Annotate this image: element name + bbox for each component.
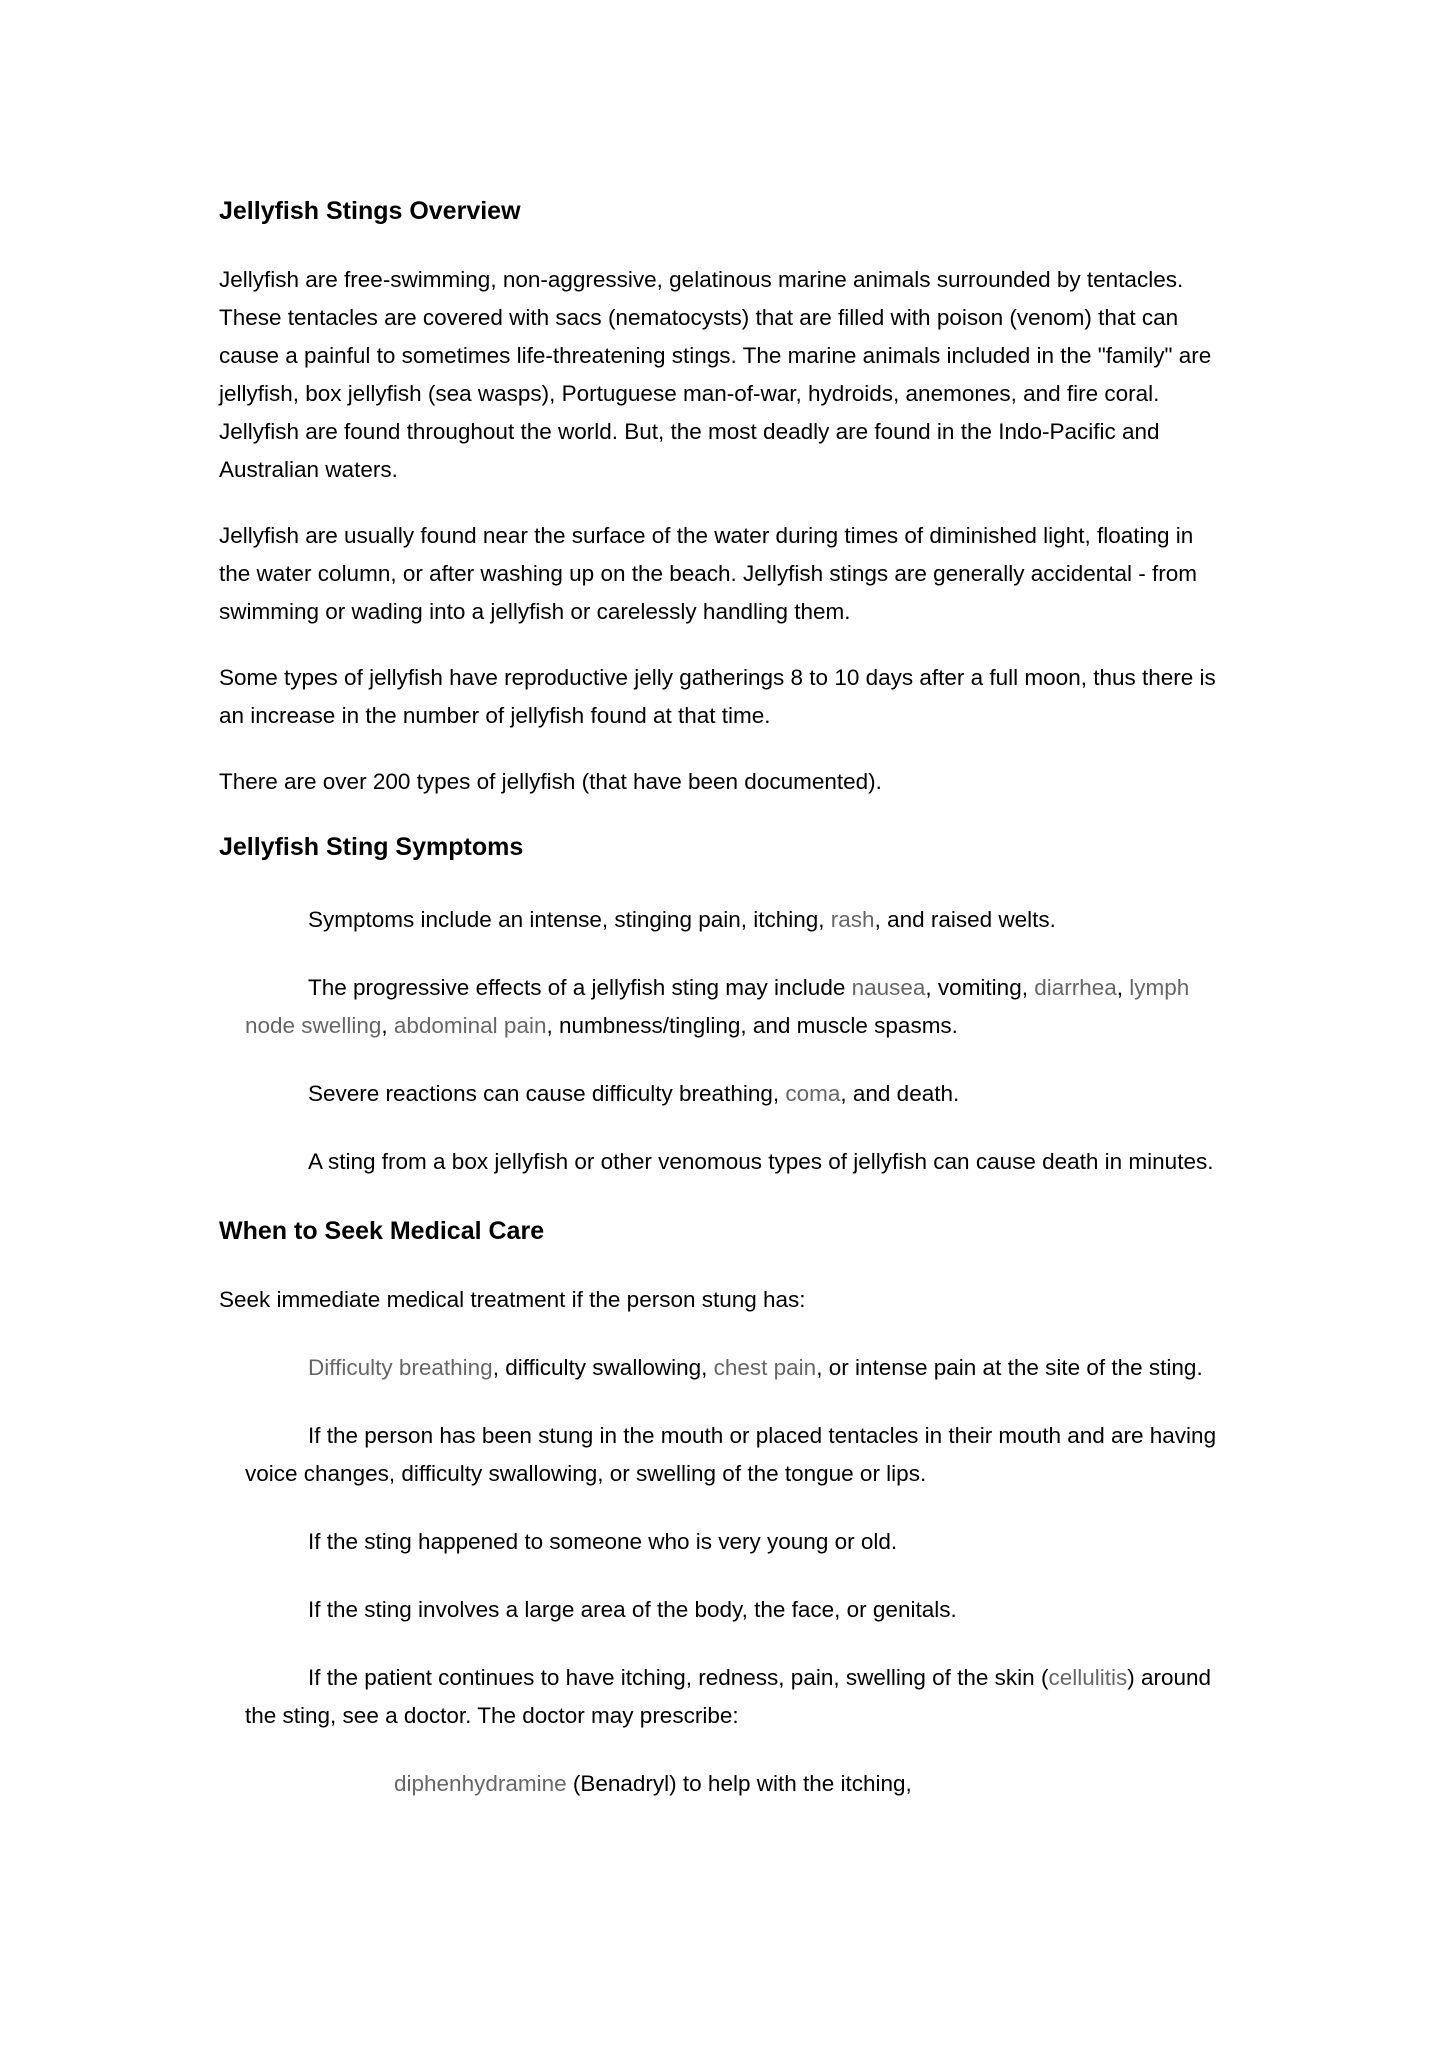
- diphenhydramine-link[interactable]: diphenhydramine: [394, 1771, 567, 1796]
- cellulitis-link[interactable]: cellulitis: [1048, 1665, 1128, 1690]
- rash-link[interactable]: rash: [830, 907, 875, 932]
- prescription-item-1: diphenhydramine (Benadryl) to help with the itching,: [394, 1771, 912, 1796]
- document-page: [219, 195, 1229, 1803]
- care-item-5: If the patient continues to have itching, redness, pain, swelling of the skin (cellulitis) around the sting, see a doctor. The doctor may prescribe:: [245, 1665, 1212, 1728]
- coma-link[interactable]: coma: [785, 1081, 841, 1106]
- care-item-1: Difficulty breathing, difficulty swallowing, chest pain, or intense pain at the site of the sting.: [308, 1355, 1203, 1380]
- chest-pain-link[interactable]: chest pain: [713, 1355, 817, 1380]
- symptom-item-4: A sting from a box jellyfish or other venomous types of jellyfish can cause death in minutes.: [308, 1149, 1214, 1174]
- medical-care-intro: Seek immediate medical treatment if the person stung has:: [219, 1287, 806, 1312]
- symptom-item-2: The progressive effects of a jellyfish sting may include nausea, vomiting, diarrhea, lymph node swelling, abdominal pain, numbness/tingling, and muscle spasms.: [245, 975, 1190, 1038]
- overview-paragraph-1: Jellyfish are free-swimming, non-aggressive, gelatinous marine animals surrounded by tentacles. These tentacles are covered with sacs (nematocysts) that are filled with poison (venom) that can cause a painful to sometimes life-threatening stings. The marine animals included in the "family" are jellyfish, box jellyfish (sea wasps), Portuguese man-of-war, hydroids, anemones, and fire coral. Jellyfish are found throughout the world. But, the most deadly are found in the Indo-Pacific and Australian waters.: [219, 267, 1212, 482]
- care-item-3: If the sting happened to someone who is very young or old.: [308, 1529, 898, 1554]
- nausea-link[interactable]: nausea: [851, 975, 926, 1000]
- overview-paragraph-2: Jellyfish are usually found near the surface of the water during times of diminished light, floating in the water column, or after washing up on the beach. Jellyfish stings are generally accidental - from swimming or wading into a jellyfish or carelessly handling them.: [219, 523, 1198, 624]
- difficulty-breathing-link[interactable]: Difficulty breathing: [308, 1355, 493, 1380]
- medical-care-heading: When to Seek Medical Care: [219, 1217, 545, 1245]
- abdominal-pain-link[interactable]: abdominal pain: [393, 1013, 547, 1038]
- overview-paragraph-4: There are over 200 types of jellyfish (that have been documented).: [219, 769, 882, 794]
- overview-paragraph-3: Some types of jellyfish have reproductive jelly gatherings 8 to 10 days after a full moon, thus there is an increase in the number of jellyfish found at that time.: [219, 665, 1216, 728]
- symptom-item-3: Severe reactions can cause difficulty breathing, coma, and death.: [308, 1081, 960, 1106]
- care-item-4: If the sting involves a large area of the body, the face, or genitals.: [308, 1597, 957, 1622]
- overview-heading: Jellyfish Stings Overview: [219, 197, 521, 225]
- care-item-2: If the person has been stung in the mouth or placed tentacles in their mouth and are having voice changes, difficulty swallowing, or swelling of the tongue or lips.: [245, 1423, 1217, 1486]
- symptoms-heading: Jellyfish Sting Symptoms: [219, 833, 524, 861]
- diarrhea-link[interactable]: diarrhea: [1034, 975, 1117, 1000]
- symptom-item-1: Symptoms include an intense, stinging pain, itching, rash, and raised welts.: [308, 907, 1056, 932]
- lymph-node-swelling-link[interactable]: lymph node swelling: [245, 975, 1190, 1038]
